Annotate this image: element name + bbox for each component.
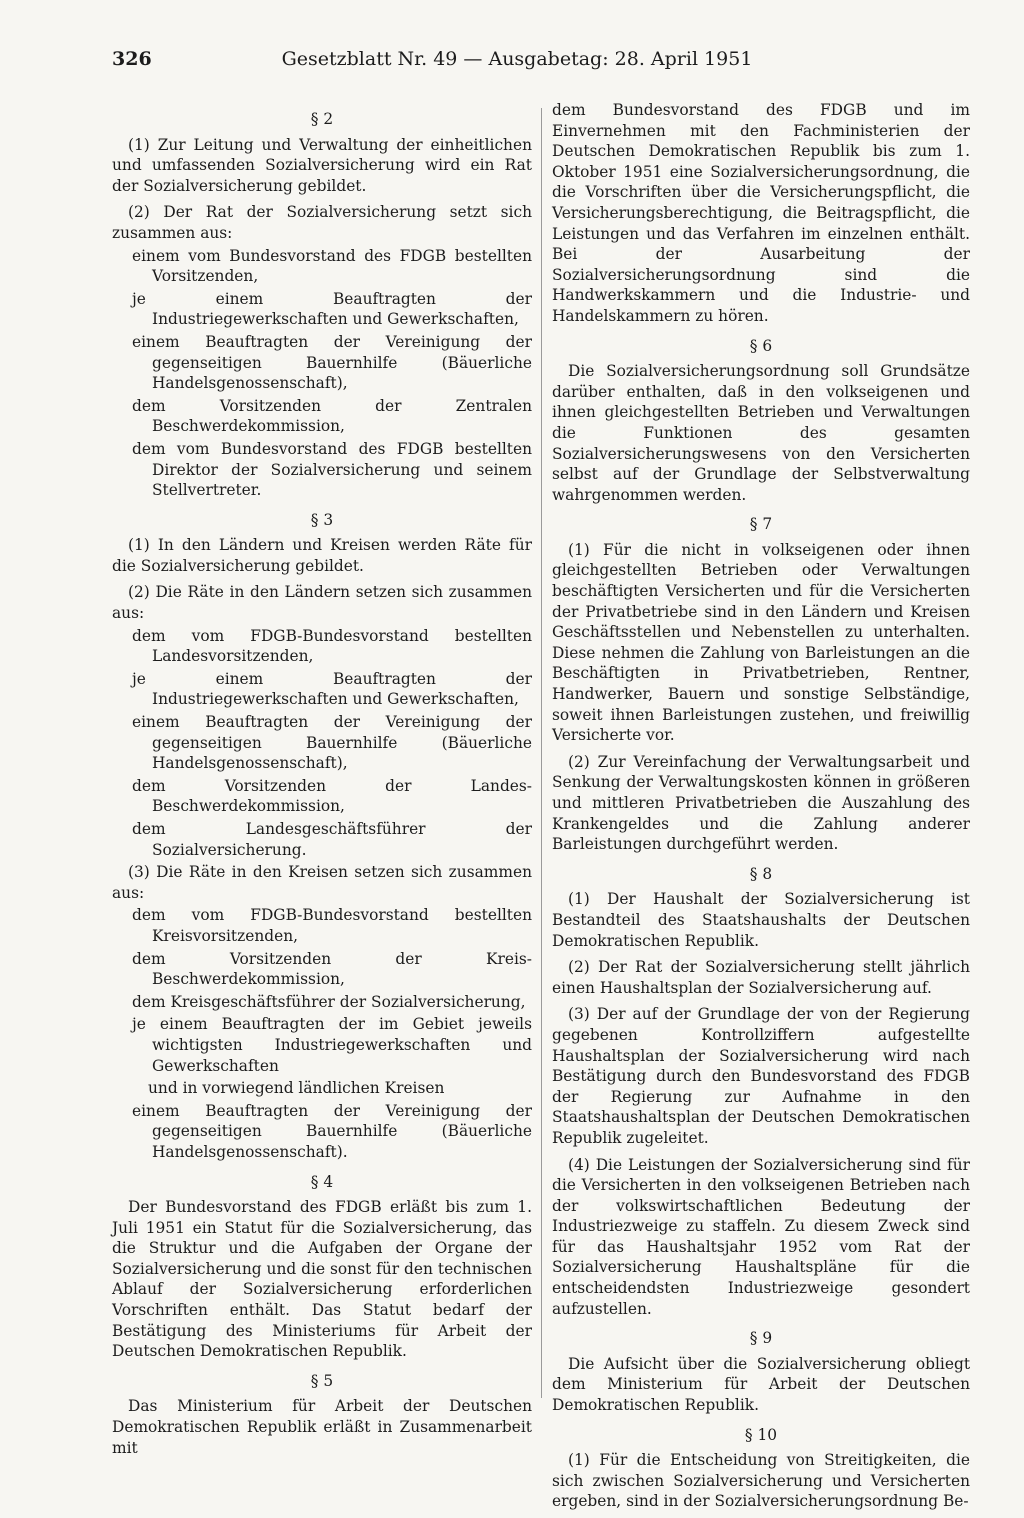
section-3-para-1: (1) In den Ländern und Kreisen werden Räte für die Sozialversicherung gebildet.	[112, 536, 532, 575]
running-head: Gesetzblatt Nr. 49 — Ausgabetag: 28. April 1951	[281, 48, 753, 70]
section-2-para-1: (1) Zur Leitung und Verwaltung der einheitlichen und umfassenden Sozialversicherung wird ein Rat der Sozialversicherung gebildet.	[112, 135, 532, 195]
list-item: dem vom Bundesvorstand des FDGB bestellten Direktor der Sozialversicherung und seinem Stellvertreter.	[132, 439, 532, 500]
section-3-para-2: (2) Die Räte in den Ländern setzen sich zusammen aus:	[112, 583, 532, 623]
list-item: dem vom FDGB-Bundesvorstand bestellten Kreisvorsitzenden,	[132, 906, 532, 945]
section-8-para-1: (1) Der Haushalt der Sozialversicherung ist Bestandteil des Staatshaushalts der Deutschen Demokratischen Republik.	[552, 890, 970, 950]
section-3-note: und in vorwiegend ländlichen Kreisen	[148, 1079, 445, 1098]
section-5-heading: § 5	[310, 1371, 334, 1390]
section-8-para-3: (3) Der auf der Grundlage der von der Regierung gegebenen Kontrollziffern aufgestellte Haushaltsplan der Sozialversicherung wird nach Bestätigung durch den Bundesvorstand des FDGB der Regierung zur Aufnahme in den Staatshaushaltsplan der Deutschen Demokratischen Republik zugeleitet.	[552, 1005, 970, 1147]
section-7-heading: § 7	[749, 515, 773, 534]
left-column	[112, 100, 532, 1464]
section-8-para-2: (2) Der Rat der Sozialversicherung stellt jährlich einen Haushaltsplan der Sozialversicherung auf.	[552, 958, 970, 997]
list-item: dem Kreisgeschäftsführer der Sozialversicherung,	[132, 992, 526, 1011]
section-9-heading: § 9	[749, 1329, 773, 1348]
section-10-heading: § 10	[744, 1425, 778, 1444]
section-8-heading: § 8	[749, 864, 773, 883]
section-8-para-4: (4) Die Leistungen der Sozialversicherung sind für die Versicherten in den volkseigenen Betrieben nach der volkswirtschaftlichen Bedeutung der Industriezweige zu staffeln. Zu diesem Zweck sind für das Haushaltsjahr 1952 vom Rat der Sozialversicherung Haushaltspläne für die entscheidendsten Industriezweige gesondert aufzustellen.	[552, 1155, 970, 1318]
right-column	[552, 100, 970, 1518]
list-item: dem Landesgeschäftsführer der Sozialversicherung.	[132, 820, 532, 859]
list-item: dem vom FDGB-Bundesvorstand bestellten Landesvorsitzenden,	[132, 626, 532, 666]
list-item: einem vom Bundesvorstand des FDGB bestellten Vorsitzenden,	[132, 246, 532, 286]
section-2-para-2: (2) Der Rat der Sozialversicherung setzt sich zusammen aus:	[112, 203, 532, 242]
list-item: einem Beauftragten der Vereinigung der gegenseitigen Bauernhilfe (Bäuerliche Handelsgenossenschaft).	[132, 1101, 532, 1161]
section-2-heading: § 2	[310, 110, 334, 128]
list-item: je einem Beauftragten der Industriegewerkschaften und Gewerkschaften,	[132, 669, 532, 709]
list-item: dem Vorsitzenden der Zentralen Beschwerdekommission,	[132, 396, 532, 436]
list-item: dem Vorsitzenden der Landes-Beschwerdekommission,	[132, 776, 532, 816]
section-10-text: (1) Für die Entscheidung von Streitigkeiten, die sich zwischen Sozialversicherung und Versicherten ergeben, sind in der Sozialversicherungsordnung Be-	[552, 1451, 970, 1511]
page-number: 326	[112, 48, 152, 70]
section-7-para-1: (1) Für die nicht in volkseigenen oder ihnen gleichgestellten Betrieben oder Verwaltungen beschäftigten Versicherten und für die Versicherten der Privatbetriebe sind in den Ländern und Kreisen Geschäftsstellen und Nebenstellen zu unterhalten. Diese nehmen die Zahlung von Barleistungen an die Beschäftigten in Privatbetrieben, Rentner, Handwerker, Bauern und sonstige Selbständige, soweit ihnen Barleistungen zustehen, und freiwillig Versicherte vor.	[552, 540, 970, 745]
section-5-continuation: dem Bundesvorstand des FDGB und im Einvernehmen mit den Fachministerien der Deutschen Demokratischen Republik bis zum 1. Oktober 1951 eine Sozialversicherungsordnung, die die Vorschriften über die Versicherungspflicht, die Versicherungsberechtigung, die Beitragspflicht, die Leistungen und das Verfahren im einzelnen enthält. Bei der Ausarbeitung der Sozialversicherungsordnung sind die Handwerkskammern und die Industrie- und Handelskammern zu hören.	[552, 101, 970, 325]
section-3-heading: § 3	[310, 510, 334, 529]
list-item: je einem Beauftragten der im Gebiet jeweils wichtigsten Industriegewerkschaften und Gewerkschaften	[132, 1015, 532, 1075]
section-9-text: Die Aufsicht über die Sozialversicherung obliegt dem Ministerium für Arbeit der Deutschen Demokratischen Republik.	[552, 1354, 970, 1415]
section-4-text: Der Bundesvorstand des FDGB erläßt bis zum 1. Juli 1951 ein Statut für die Sozialversicherung, das die Struktur und die Aufgaben der Organe der Sozialversicherung und die sonst für den technischen Ablauf der Sozialversicherung erforderlichen Vorschriften enthält. Das Statut bedarf der Bestätigung des Ministeriums für Arbeit der Deutschen Demokratischen Republik.	[112, 1198, 532, 1361]
list-item: dem Vorsitzenden der Kreis-Beschwerdekommission,	[132, 949, 532, 989]
section-7-para-2: (2) Zur Vereinfachung der Verwaltungsarbeit und Senkung der Verwaltungskosten können in größeren und mittleren Privatbetrieben die Auszahlung des Krankengeldes und die Zahlung anderer Barleistungen durchgeführt werden.	[552, 752, 970, 854]
section-6-heading: § 6	[749, 336, 773, 355]
section-3-para-3: (3) Die Räte in den Kreisen setzen sich zusammen aus:	[112, 863, 532, 902]
section-4-heading: § 4	[310, 1172, 334, 1191]
list-item: einem Beauftragten der Vereinigung der gegenseitigen Bauernhilfe (Bäuerliche Handelsgenossenschaft),	[132, 713, 532, 773]
section-6-text: Die Sozialversicherungsordnung soll Grundsätze darüber enthalten, daß in den volkseigenen und ihnen gleichgestellten Betrieben und Verwaltungen die Funktionen des gesamten Sozialversicherungswesens von den Versicherten selbst auf der Grundlage der Selbstverwaltung wahrgenommen werden.	[552, 362, 970, 504]
list-item: einem Beauftragten der Vereinigung der gegenseitigen Bauernhilfe (Bäuerliche Handelsgenossenschaft),	[132, 332, 532, 393]
list-item: je einem Beauftragten der Industriegewerkschaften und Gewerkschaften,	[132, 289, 532, 329]
section-5-text: Das Ministerium für Arbeit der Deutschen Demokratischen Republik erläßt in Zusammenarbeit mit	[112, 1397, 532, 1457]
column-divider	[541, 108, 542, 1398]
page-header	[112, 48, 972, 70]
